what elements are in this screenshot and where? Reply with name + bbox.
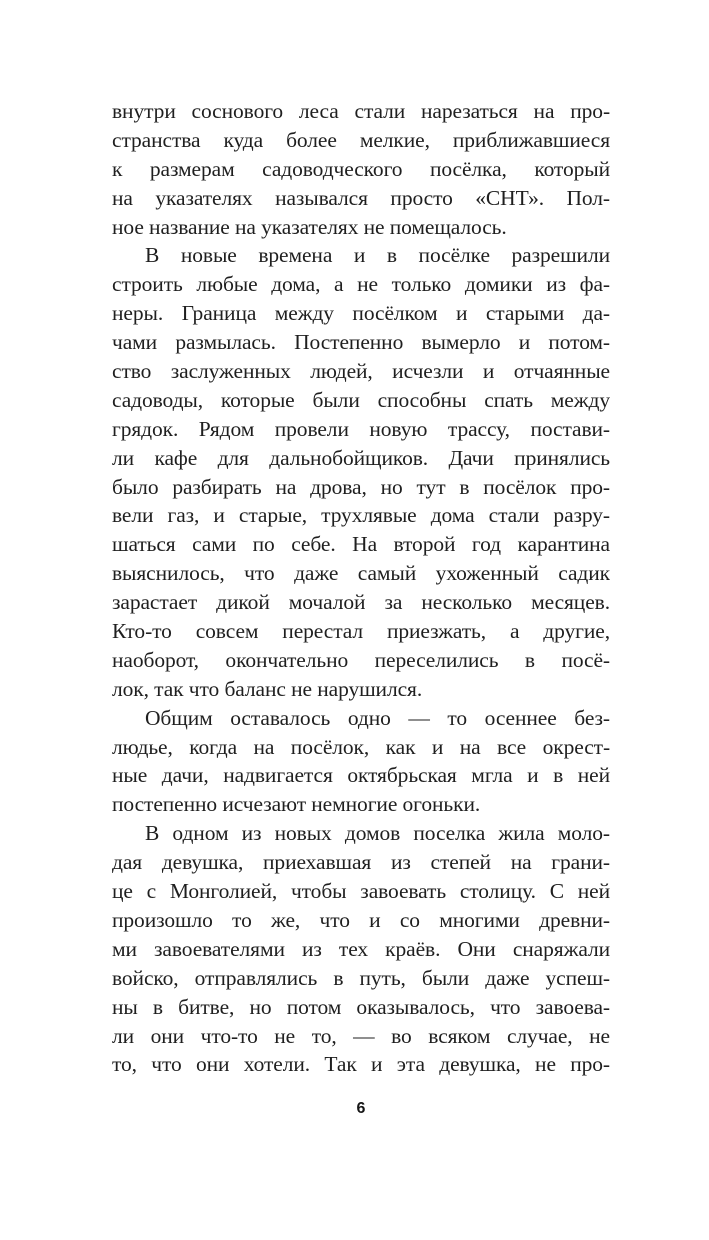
text-line: Общим оставалось одно — то осеннее без- [145,705,610,730]
text-line: странства куда более мелкие, приближавшиеся [112,127,610,152]
text-line: ные дачи, надвигается октябрьская мгла и в ней [112,763,610,788]
text-line: зарастает дикой мочалой за несколько месяцев. [112,590,610,615]
text-line: войско, отправлялись в путь, были даже успеш- [112,965,610,990]
text-line: ли они что-то не то, — во всяком случае, не [112,1023,610,1048]
text-line: лок, так что баланс не нарушился. [112,676,423,701]
text-line: внутри соснового леса стали нарезаться на про- [112,99,610,123]
text-line: выяснилось, что даже самый ухоженный садик [112,561,610,586]
text-line: наоборот, окончательно переселились в посё- [112,647,610,672]
text-line: ство заслуженных людей, исчезли и отчаянные [112,359,610,384]
page-text [112,97,610,1079]
text-line: было разбирать на дрова, но тут в посёлок про- [112,474,610,499]
text-line: к размерам садоводческого посёлка, который [112,156,610,181]
text-line: вели газ, и старые, трухлявые дома стали разру- [112,503,610,528]
text-line: грядок. Рядом провели новую трассу, постави- [112,416,610,441]
text-line: произошло то же, что и со многими древни- [112,907,610,932]
text-line: це с Монголией, чтобы завоевать столицу. С ней [112,879,610,904]
text-line: людье, когда на посёлок, как и на все окрест- [112,734,610,759]
text-line: неры. Граница между посёлком и старыми да- [112,301,610,326]
text-line: постепенно исчезают немногие огоньки. [112,792,481,817]
text-line: строить любые дома, а не только домики из фа- [112,272,610,297]
text-line: то, что они хотели. Так и эта девушка, не про- [112,1052,610,1077]
text-line: ное название на указателях не помещалось. [112,214,507,239]
text-line: шаться сами по себе. На второй год карантина [112,532,610,557]
text-line: ми завоевателями из тех краёв. Они снаряжали [112,936,610,961]
text-line: ны в битве, но потом оказывалось, что завоева- [112,994,610,1019]
text-line: В новые времена и в посёлке разрешили [145,243,610,268]
text-line: на указателях назывался просто «СНТ». Пол- [112,185,610,210]
page-number: 6 [356,1100,366,1117]
text-line: В одном из новых домов поселка жила моло- [145,821,610,846]
text-line: ли кафе для дальнобойщиков. Дачи принялись [112,445,610,470]
text-line: дая девушка, приехавшая из степей на грани- [112,850,610,875]
text-line: чами размылась. Постепенно вымерло и потом- [112,330,610,355]
text-line: Кто-то совсем перестал приезжать, а другие, [112,619,610,644]
text-line: садоводы, которые были способны спать между [112,387,610,412]
